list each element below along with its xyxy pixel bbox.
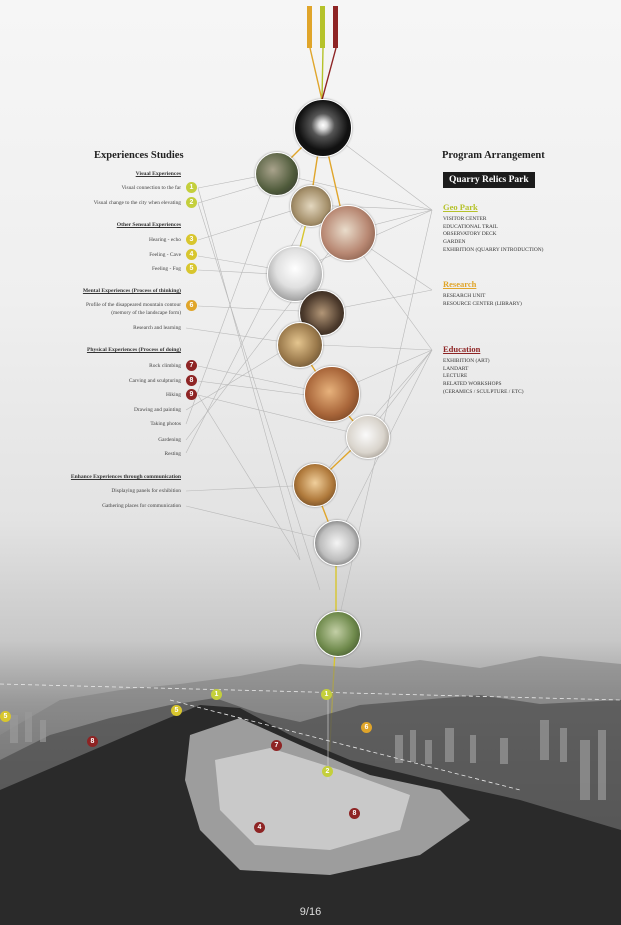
experience-item: Gathering places for communication bbox=[102, 503, 181, 509]
bar-geopark-marker bbox=[320, 6, 325, 48]
experience-item: Hearing - echo bbox=[148, 237, 181, 243]
experience-item: Visual change to the city when elevating bbox=[93, 200, 181, 206]
program-item: VISITOR CENTER bbox=[443, 216, 487, 222]
map-badge-8: 8 bbox=[349, 808, 360, 819]
program-item: EXHIBITION (ART) bbox=[443, 358, 490, 364]
program-item: GARDEN bbox=[443, 239, 466, 246]
experience-item: Research and learning bbox=[133, 325, 181, 331]
experience-item: Resting bbox=[164, 451, 181, 457]
program-item: RELATED WORKSHOPS bbox=[443, 381, 502, 388]
section-research: Research bbox=[443, 279, 477, 289]
section-education: Education bbox=[443, 344, 481, 354]
research-list bbox=[443, 293, 522, 308]
program-item: EXHIBITION (QUARRY INTRODUCTION) bbox=[443, 246, 544, 253]
bar-education-marker bbox=[333, 6, 338, 48]
experience-item: Feeling - Fog bbox=[151, 266, 181, 272]
program-item: (CERAMICS / SCULPTURE / ETC) bbox=[443, 388, 524, 395]
section-geo-park: Geo Park bbox=[443, 202, 478, 212]
experience-item: Displaying panels for exhibition bbox=[111, 488, 181, 494]
experience-item: Hiking bbox=[166, 392, 181, 398]
photo-circle-library bbox=[277, 322, 323, 368]
photo-circle-drawing bbox=[314, 520, 360, 566]
map-badge-1: 1 bbox=[321, 689, 332, 700]
photo-circle-workshop bbox=[320, 205, 376, 261]
heading-visual: Visual Experiences bbox=[135, 171, 181, 177]
map-badge-4: 4 bbox=[254, 822, 265, 833]
photo-circle-garden bbox=[315, 611, 361, 657]
program-item: OBSERVATORY DECK bbox=[443, 231, 497, 238]
map-badge-2: 2 bbox=[322, 766, 333, 777]
experience-item: Profile of the disappeared mountain contour bbox=[85, 302, 181, 308]
experience-item: Carving and sculpturing bbox=[128, 378, 181, 384]
badge-5: 5 bbox=[186, 263, 197, 274]
badge-4: 4 bbox=[186, 249, 197, 260]
program-item: LECTURE bbox=[443, 373, 468, 380]
program-title: Program Arrangement bbox=[442, 150, 545, 161]
quarry-relics-park-label: Quarry Relics Park bbox=[443, 172, 535, 188]
experience-item: Gardening bbox=[158, 437, 181, 443]
badge-3: 3 bbox=[186, 234, 197, 245]
page-indicator: 9/16 bbox=[299, 906, 322, 918]
experience-item-note: (memory of the landscape form) bbox=[111, 310, 181, 316]
badge-7: 7 bbox=[186, 360, 197, 371]
experience-item: Rock climbing bbox=[149, 363, 181, 369]
map-badge-7: 7 bbox=[271, 740, 282, 751]
program-item: EDUCATIONAL TRAIL bbox=[443, 223, 498, 230]
map-badge-8: 8 bbox=[87, 736, 98, 747]
experience-item: Drawing and painting bbox=[133, 407, 181, 413]
badge-8: 8 bbox=[186, 375, 197, 386]
photo-circle-ceramics bbox=[346, 415, 390, 459]
badge-1: 1 bbox=[186, 182, 197, 193]
photo-circle-sculpture bbox=[293, 463, 337, 507]
program-item: RESOURCE CENTER (LIBRARY) bbox=[443, 300, 522, 307]
education-list bbox=[443, 358, 524, 397]
experience-item: Taking photos bbox=[150, 421, 181, 427]
badge-9: 9 bbox=[186, 389, 197, 400]
map-badge-6: 6 bbox=[361, 722, 372, 733]
badge-2: 2 bbox=[186, 197, 197, 208]
photo-circle-light bbox=[294, 99, 352, 157]
heading-mental: Mental Experiences (Process of thinking) bbox=[82, 288, 181, 294]
experience-item: Feeling - Cave bbox=[149, 252, 181, 258]
photo-circle-exhibition bbox=[304, 366, 360, 422]
heading-sensual: Other Sensual Experiences bbox=[116, 222, 181, 228]
program-item: RESEARCH UNIT bbox=[443, 293, 486, 299]
photo-circle-quarry bbox=[255, 152, 299, 196]
map-badge-5: 5 bbox=[0, 711, 11, 722]
map-badge-1: 1 bbox=[211, 689, 222, 700]
program-item: LANDART bbox=[443, 365, 469, 372]
heading-physical: Physical Experiences (Process of doing) bbox=[86, 347, 181, 353]
heading-communication: Enhance Experiences through communication bbox=[70, 474, 181, 480]
map-badge-5: 5 bbox=[171, 705, 182, 716]
bar-research-marker bbox=[307, 6, 312, 48]
experience-item: Visual connection to the far bbox=[121, 185, 181, 191]
geo-park-list bbox=[443, 216, 543, 255]
experiences-title: Experiences Studies bbox=[94, 150, 184, 161]
badge-6: 6 bbox=[186, 300, 197, 311]
